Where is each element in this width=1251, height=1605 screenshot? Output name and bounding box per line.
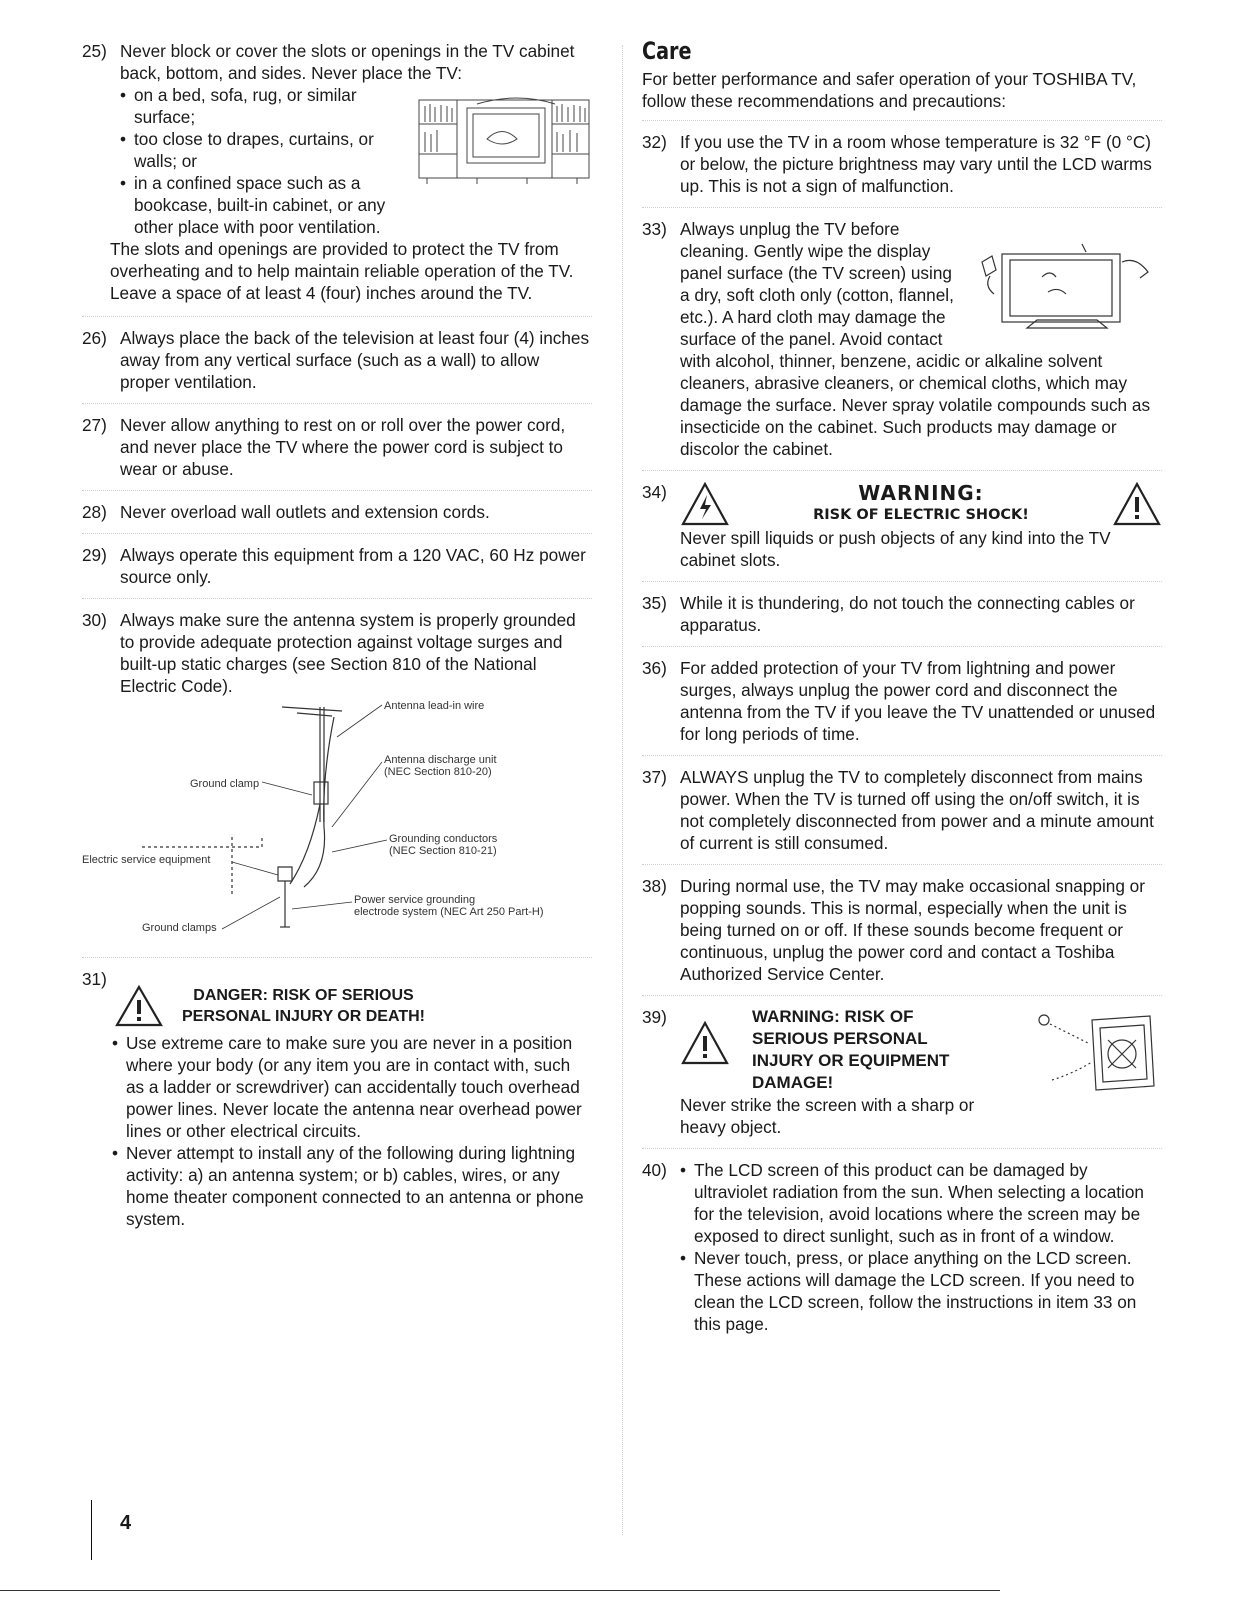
antenna-grounding-diagram (82, 697, 582, 947)
item-33 (642, 218, 1162, 471)
item-30 (82, 609, 592, 958)
item-number: 33) (642, 219, 667, 239)
left-column (82, 40, 592, 1250)
label-ground-clamp: Ground clamp (190, 778, 260, 790)
right-column (642, 37, 1162, 1355)
item-text: Never allow anything to rest on or roll over the power cord, and never place the TV where the power cord is subject to wear or abuse. (120, 415, 566, 479)
item-number: 32) (642, 132, 667, 152)
bullet: • Never attempt to install any of the following during lightning activity: a) an antenna system; or b) cables, wires, or any home theater component connected to an antenna or phone system. (112, 1142, 592, 1230)
item-number: 26) (82, 328, 107, 348)
item-text: If you use the TV in a room whose temperature is 32 °F (0 °C) or below, the picture brightness may vary until the LCD warms up. This is not a sign of malfunction. (680, 132, 1152, 196)
section-heading: Care (642, 37, 692, 65)
label-discharge-unit: Antenna discharge unit (384, 754, 497, 766)
label-power-service-1: Power service grounding (354, 894, 476, 906)
item-40 (642, 1159, 1162, 1345)
item-number: 37) (642, 767, 667, 787)
strike-screen-illustration (1022, 1010, 1162, 1096)
electric-shock-warning-icon (680, 481, 730, 527)
label-antenna-lead: Antenna lead-in wire (384, 700, 485, 712)
item-number: 35) (642, 593, 667, 613)
item-text: Never overload wall outlets and extension cords. (120, 502, 490, 522)
item-29 (82, 544, 592, 599)
bottom-rule (0, 1590, 1000, 1591)
item-number: 25) (82, 41, 107, 61)
item-35 (642, 592, 1162, 647)
warning-text: WARNING: RISK OF SERIOUS PERSONAL INJURY OR EQUIPMENT DAMAGE! (752, 1007, 950, 1092)
bullet: • Never touch, press, or place anything on the LCD screen. These actions will damage the LCD screen. If you need to clean the LCD screen, follow the instructions in item 33 on this page. (680, 1247, 1162, 1335)
warning-subtitle: RISK OF ELECTRIC SHOCK! (813, 507, 1029, 523)
item-number: 40) (642, 1160, 667, 1180)
item-38 (642, 875, 1162, 996)
item-number: 27) (82, 415, 107, 435)
item-32 (642, 131, 1162, 208)
item-text: During normal use, the TV may make occasional snapping or popping sounds. This is normal, especially when the unit is being turned on or off. If these sounds become frequent or continuous, unplug the power cord and contact a Toshiba Authorized Service Center. (680, 876, 1145, 984)
bookcase-illustration (417, 94, 592, 186)
intro-text: For better performance and safer operation of your TOSHIBA TV, follow these recommendations and precautions: (642, 68, 1162, 121)
item-27 (82, 414, 592, 491)
warning-title: WARNING: (858, 481, 984, 505)
item-number: 31) (82, 969, 107, 989)
item-26 (82, 327, 592, 404)
warning-triangle-icon (114, 984, 164, 1028)
label-discharge-section: (NEC Section 810-20) (384, 766, 492, 778)
item-text: Never block or cover the slots or openings in the TV cabinet back, bottom, and sides. Never place the TV: (120, 41, 575, 83)
item-text: The slots and openings are provided to protect the TV from overheating and to help maintain reliable operation of the TV. Leave a space of at least 4 (four) inches around the TV. (110, 239, 574, 303)
item-number: 39) (642, 1007, 667, 1027)
label-ground-clamps: Ground clamps (142, 922, 217, 934)
column-divider (622, 45, 623, 1535)
danger-line-1: DANGER: RISK OF SERIOUS (193, 987, 414, 1004)
item-number: 34) (642, 482, 667, 502)
cleaning-tv-illustration (962, 232, 1162, 332)
item-39 (642, 1006, 1162, 1149)
item-text: ALWAYS unplug the TV to completely disconnect from mains power. When the TV is turned off using the on/off switch, it is not completely disconnected from power and a minute amount of current is still consumed. (680, 767, 1154, 853)
item-number: 38) (642, 876, 667, 896)
bullet: • on a bed, sofa, rug, or similar surface; (120, 84, 407, 128)
item-text: Always make sure the antenna system is properly grounded to provide adequate protection against voltage surges and built-up static charges (see Section 810 of the National Electric Code). (120, 610, 576, 696)
item-36 (642, 657, 1162, 756)
item-28 (82, 501, 592, 534)
label-grounding-conductors: Grounding conductors (389, 833, 498, 845)
label-grounding-section: (NEC Section 810-21) (389, 845, 497, 857)
bullet: • The LCD screen of this product can be damaged by ultraviolet radiation from the sun. When selecting a location for the television, avoid locations where the screen may be exposed to direct sunlight, such as in front of a window. (680, 1159, 1162, 1247)
danger-line-2: PERSONAL INJURY OR DEATH! (182, 1008, 425, 1025)
item-text: Never spill liquids or push objects of any kind into the TV cabinet slots. (680, 528, 1111, 570)
warning-triangle-icon (1112, 481, 1162, 527)
warning-triangle-icon (680, 1020, 730, 1066)
item-text: For added protection of your TV from lightning and power surges, always unplug the power cord and disconnect the antenna from the TV if you leave the TV unattended or unused for long periods of time. (680, 658, 1156, 744)
item-number: 30) (82, 610, 107, 630)
item-number: 29) (82, 545, 107, 565)
item-text: While it is thundering, do not touch the connecting cables or apparatus. (680, 593, 1135, 635)
item-34 (642, 481, 1162, 582)
item-text: Always unplug the TV before cleaning. Gently wipe the display panel surface (the TV screen) using a dry, soft cloth only (cotton, flannel, etc.). A hard cloth may damage the surface of the panel. Avoid contact with alcohol, thinner, benzene, acidic or alkaline solvent cleaners, abrasive cleaners, or chemical cloths, which may damage the surface. Never spray volatile compounds such as insecticide on the cabinet. Such products may damage or discolor the cabinet. (680, 219, 1151, 459)
bullet: • too close to drapes, curtains, or walls; or (120, 128, 407, 172)
page-margin-bar (91, 1500, 92, 1560)
item-25 (82, 40, 592, 317)
bullet: • Use extreme care to make sure you are never in a position where your body (or any item you are in contact with, such as a ladder or screwdriver) can accidentally touch overhead power lines. Never locate the antenna near overhead power lines or other electrical circuits. (112, 1032, 592, 1142)
item-number: 36) (642, 658, 667, 678)
item-31 (82, 968, 592, 1240)
page-number: 4 (120, 1512, 132, 1534)
item-text: Never strike the screen with a sharp or heavy object. (680, 1095, 975, 1137)
label-electric-service: Electric service equipment (82, 854, 211, 866)
item-text: Always place the back of the television at least four (4) inches away from any vertical surface (such as a wall) to allow proper ventilation. (120, 328, 590, 392)
label-power-service-2: electrode system (NEC Art 250 Part-H) (354, 906, 544, 918)
item-text: Always operate this equipment from a 120 VAC, 60 Hz power source only. (120, 545, 586, 587)
item-number: 28) (82, 502, 107, 522)
bullet: • in a confined space such as a bookcase, built-in cabinet, or any other place with poor ventilation. (120, 172, 407, 238)
item-37 (642, 766, 1162, 865)
